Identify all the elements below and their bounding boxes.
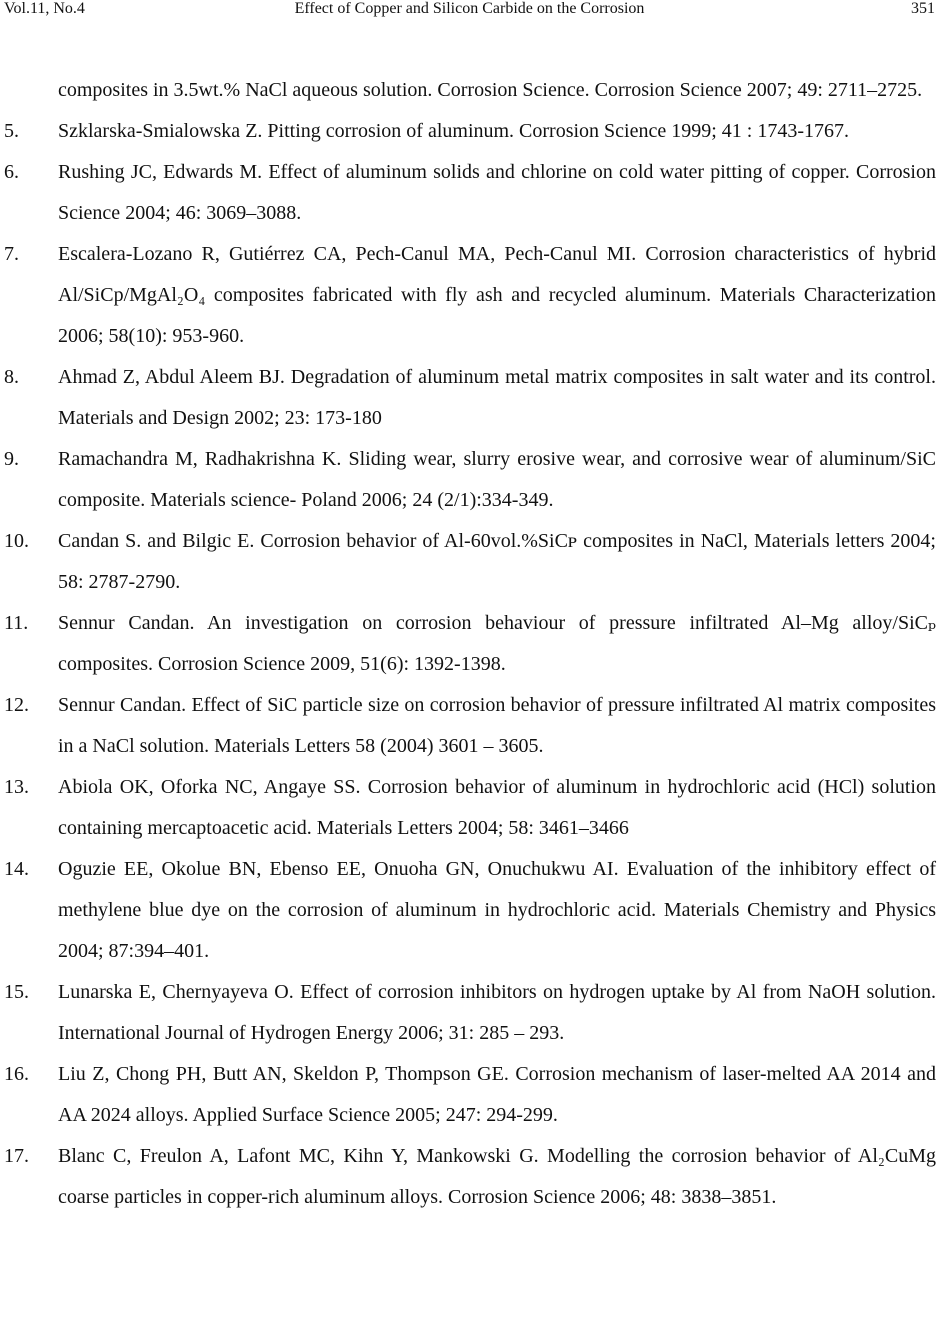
reference-text: composites in 3.5wt.% NaCl aqueous solution. Corrosion Science. Corrosion Science 2007; 49: 2711–2725. [58, 79, 923, 101]
reference-item [0, 111, 939, 152]
reference-number: 6. [4, 161, 19, 183]
reference-number: 15. [4, 981, 29, 1003]
reference-item [0, 849, 939, 972]
reference-text: Candan S. and Bilgic E. Corrosion behavior of Al-60vol.%SiCᴘ composites in NaCl, Materials letters 2004; 58: 2787-2790. [58, 530, 936, 593]
reference-text: Rushing JC, Edwards M. Effect of aluminum solids and chlorine on cold water pitting of copper. Corrosion Science 2004; 46: 3069–3088. [58, 161, 936, 224]
reference-number: 14. [4, 858, 29, 880]
running-title: Effect of Copper and Silicon Carbide on the Corrosion [294, 0, 645, 17]
reference-text: Sennur Candan. An investigation on corrosion behaviour of pressure infiltrated Al–Mg alloy/SiCₚ composites. Corrosion Science 2009, 51(6): 1392-1398. [58, 612, 936, 675]
reference-text: Liu Z, Chong PH, Butt AN, Skeldon P, Thompson GE. Corrosion mechanism of laser-melted AA 2014 and AA 2024 alloys. Applied Surface Science 2005; 247: 294-299. [58, 1063, 936, 1126]
reference-item [0, 972, 939, 1054]
reference-item [0, 685, 939, 767]
journal-volume: Vol.11, No.4 [4, 0, 85, 17]
reference-text: Sennur Candan. Effect of SiC particle size on corrosion behavior of pressure infiltrated Al matrix composites in a NaCl solution. Materials Letters 58 (2004) 3601 – 3605. [58, 694, 936, 757]
reference-number: 13. [4, 776, 29, 798]
reference-item [0, 152, 939, 234]
reference-number: 17. [4, 1145, 29, 1167]
page-number: 351 [911, 0, 935, 17]
reference-text: Ahmad Z, Abdul Aleem BJ. Degradation of aluminum metal matrix composites in salt water and its control. Materials and Design 2002; 23: 173-180 [58, 366, 936, 429]
reference-text: Escalera-Lozano R, Gutiérrez CA, Pech-Canul MA, Pech-Canul MI. Corrosion characteristics of hybrid Al/SiCp/MgAl₂O₄ composites fabricated with fly ash and recycled aluminum. Materials Characterization 2006; 58(10): 953-960. [58, 243, 936, 347]
running-header [0, 0, 939, 24]
reference-text: Oguzie EE, Okolue BN, Ebenso EE, Onuoha GN, Onuchukwu AI. Evaluation of the inhibitory effect of methylene blue dye on the corrosion of aluminum in hydrochloric acid. Materials Chemistry and Physics 2004; 87:394–401. [58, 858, 936, 962]
reference-number: 11. [4, 612, 29, 634]
reference-list [0, 70, 939, 1218]
reference-item [0, 439, 939, 521]
reference-number: 5. [4, 120, 19, 142]
reference-number: 7. [4, 243, 19, 265]
reference-text: Abiola OK, Oforka NC, Angaye SS. Corrosion behavior of aluminum in hydrochloric acid (HCl) solution containing mercaptoacetic acid. Materials Letters 2004; 58: 3461–3466 [58, 776, 936, 839]
reference-number: 10. [4, 530, 29, 552]
reference-item [0, 521, 939, 603]
reference-item [0, 1136, 939, 1218]
reference-item [0, 1054, 939, 1136]
reference-number: 8. [4, 366, 19, 388]
reference-text: Blanc C, Freulon A, Lafont MC, Kihn Y, Mankowski G. Modelling the corrosion behavior of Al₂CuMg coarse particles in copper-rich aluminum alloys. Corrosion Science 2006; 48: 3838–3851. [58, 1145, 936, 1208]
reference-text: Szklarska-Smialowska Z. Pitting corrosion of aluminum. Corrosion Science 1999; 41 : 1743-1767. [58, 120, 850, 142]
reference-text: Lunarska E, Chernyayeva O. Effect of corrosion inhibitors on hydrogen uptake by Al from NaOH solution. International Journal of Hydrogen Energy 2006; 31: 285 – 293. [58, 981, 936, 1044]
reference-number: 9. [4, 448, 19, 470]
reference-number: 12. [4, 694, 29, 716]
reference-item [0, 767, 939, 849]
reference-number: 16. [4, 1063, 29, 1085]
reference-text: Ramachandra M, Radhakrishna K. Sliding wear, slurry erosive wear, and corrosive wear of aluminum/SiC composite. Materials science- Poland 2006; 24 (2/1):334-349. [58, 448, 936, 511]
reference-item [0, 357, 939, 439]
reference-item [0, 234, 939, 357]
reference-item [0, 603, 939, 685]
reference-item [0, 70, 939, 111]
